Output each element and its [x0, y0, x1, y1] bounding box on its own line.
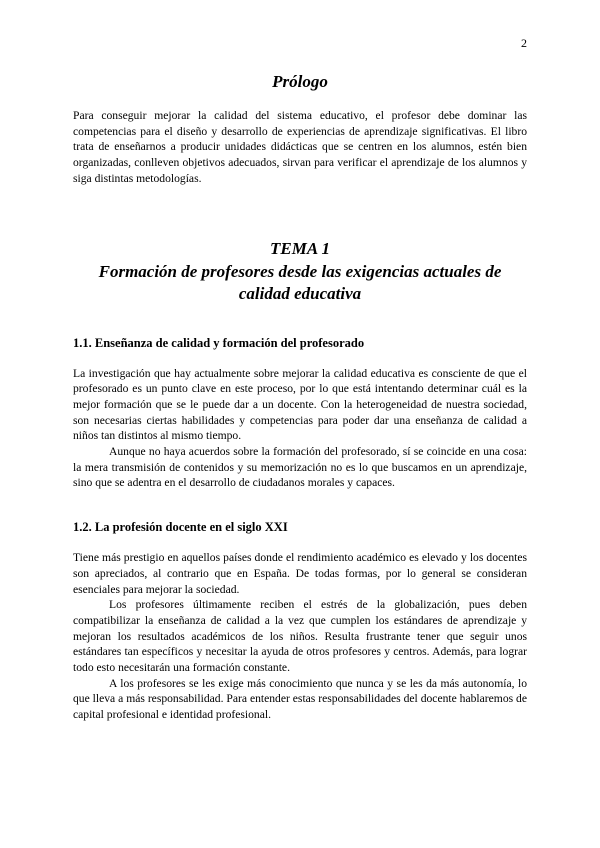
- section-1-2-paragraph-3: A los profesores se les exige más conocimiento que nunca y se les da más autonomía, lo que lleva a más responsabilidad. Para entender estas responsabilidades del docente hablaremos de capital profesional e identidad profesional.: [73, 676, 527, 722]
- theme-title: Formación de profesores desde las exigencias actuales de calidad educativa: [98, 261, 502, 303]
- page-number: 2: [521, 36, 527, 50]
- section-1-2-paragraph-2: Los profesores últimamente reciben el estrés de la globalización, pues deben compatibilizar la enseñanza de calidad a la vez que cumplen los estándares de aprendizaje y mejoran los resultados académicos de los niños. Resulta frustrante tener que seguir unos estándares tan específicos y necesitar la ayuda de otros profesores y centros. Además, para lograr todo esto necesitarán una formación constante.: [73, 598, 527, 675]
- section-heading-1-1: 1.1. Enseñanza de calidad y formación del profesorado: [73, 335, 365, 350]
- prologue-title: Prólogo: [272, 72, 328, 91]
- page-content: [73, 72, 527, 723]
- prologue-paragraph: Para conseguir mejorar la calidad del sistema educativo, el profesor debe dominar las competencias para el diseño y desarrollo de experiencias de aprendizaje significativas. El libro trata de enseñarnos a producir unidades didácticas que se centren en los alumnos, estén bien organizadas, conlleven objetivos adecuados, sirvan para verificar el aprendizaje de los alumnos y siga distintas metodologías.: [73, 109, 527, 185]
- section-1-1-paragraph-1: La investigación que hay actualmente sobre mejorar la calidad educativa es consciente de que el profesorado es un punto clave en este proceso, por lo que está intentando determinar cuál es la mejor formación que se le puede dar a un docente. Con la heterogeneidad de nuestra sociedad, son necesarias ciertas habilidades y competencias para poder dar una enseñanza de calidad a niños tan distintos al mismo tiempo.: [73, 366, 527, 443]
- section-heading-1-2: 1.2. La profesión docente en el siglo XXI: [73, 520, 288, 535]
- section-1-1-paragraph-2: Aunque no haya acuerdos sobre la formación del profesorado, sí se coincide en una cosa: la mera transmisión de contenidos y su memorización no es lo que buscamos en un aprendizaje, sino que se adentra en el desarrollo de ciudadanos morales y capaces.: [73, 445, 527, 490]
- section-1-2-paragraph-1: Tiene más prestigio en aquellos países donde el rendimiento académico es elevado y los docentes son apreciados, al contrario que en España. De todas formas, por lo general se consideran esenciales para mejorar la sociedad.: [73, 551, 527, 596]
- theme-number: TEMA 1: [270, 238, 330, 258]
